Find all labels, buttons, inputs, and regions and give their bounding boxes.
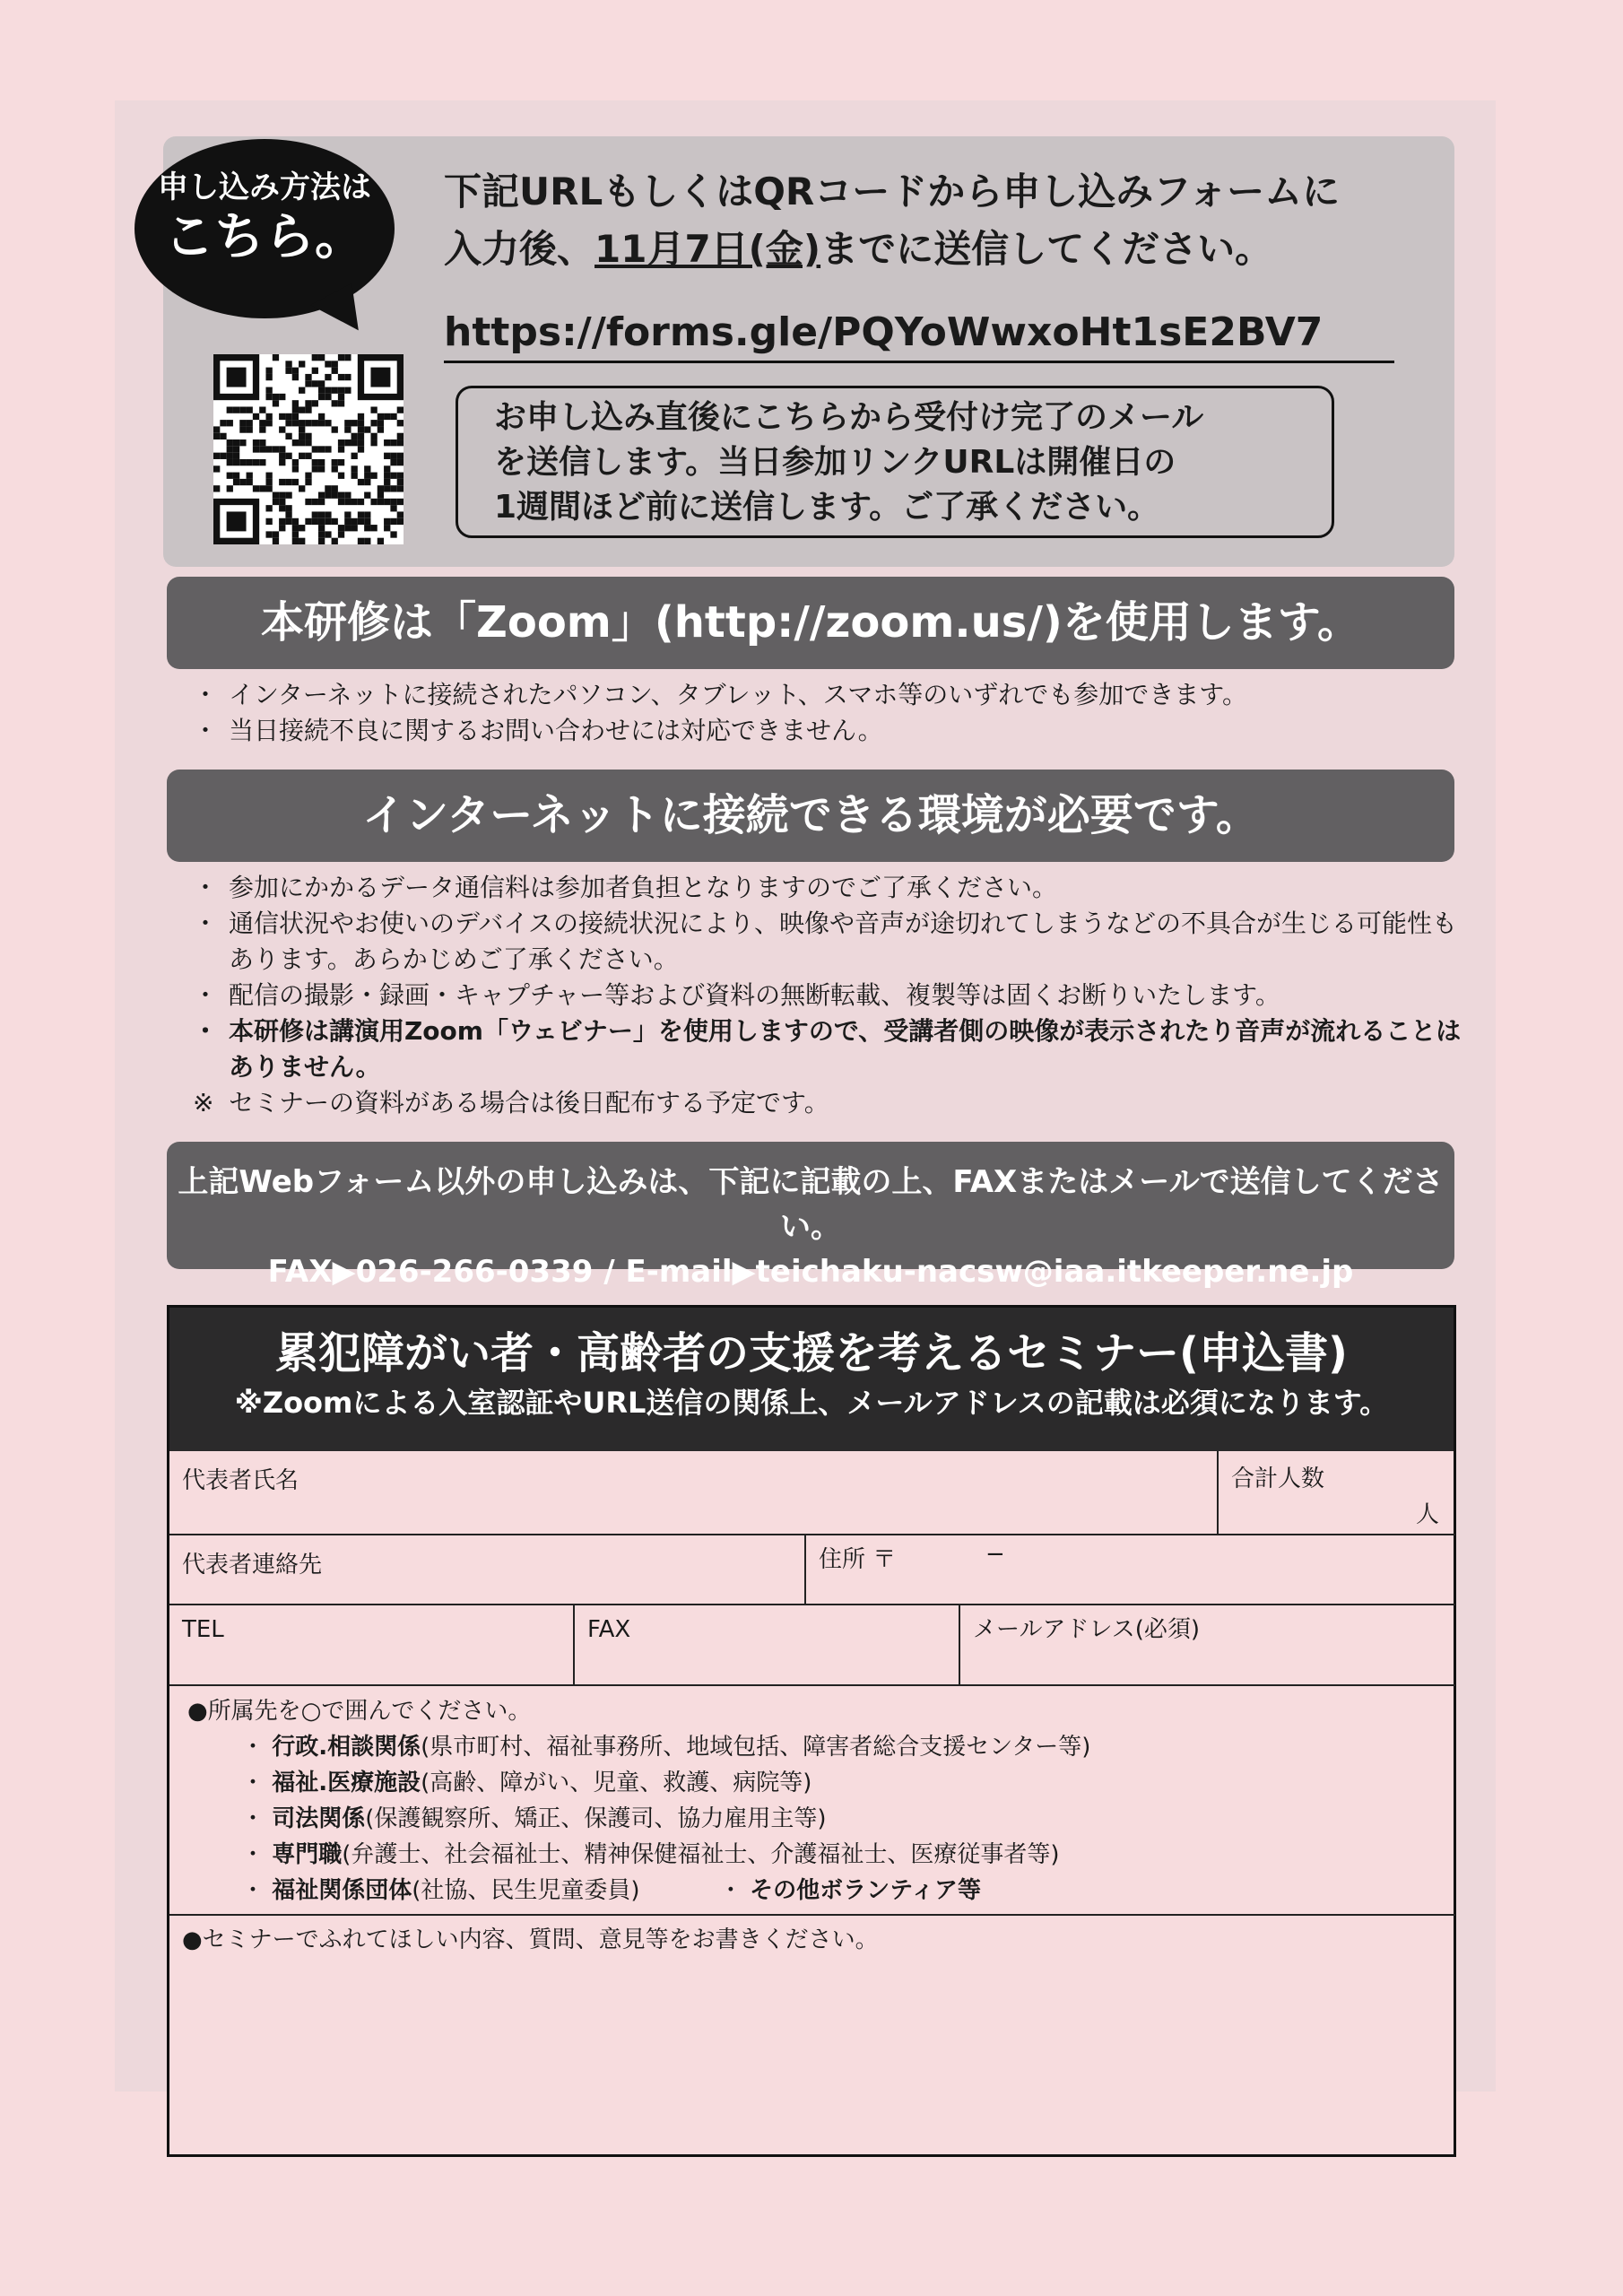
affiliation-prompt: ●所属先を○で囲んでください。	[187, 1698, 532, 1725]
intro-line2-pre: 入力後、	[444, 227, 595, 271]
qr-code-graphic	[213, 354, 404, 544]
zoom-bullets	[193, 677, 1466, 749]
bubble-line2: こちら。	[164, 208, 365, 266]
option-name: その他ボランティア等	[750, 1877, 982, 1904]
list-item: ・ 当日接続不良に関するお問い合わせには対応できません。	[193, 716, 883, 745]
bubble-line1: 申し込み方法は	[158, 170, 371, 205]
how-to-apply-bubble	[135, 139, 395, 318]
fax-label: FAX	[587, 1616, 631, 1643]
list-item: ・ 通信状況やお使いのデバイスの接続状況により、映像や音声が途切れてしまうなどの不具合が生じる可能性もあります。あらかじめご了承ください。	[193, 909, 1458, 974]
divider	[169, 1684, 1455, 1686]
note-line1: お申し込み直後にこちらから受付け完了のメール	[494, 399, 1204, 436]
option-name: 行政.相談関係	[272, 1734, 421, 1761]
form-header	[169, 1308, 1454, 1451]
intro-line1: 下記URLもしくはQRコードから申し込みフォームに	[444, 170, 1341, 213]
note-text: セミナーの資料がある場合は後日配布する予定です。	[229, 1088, 829, 1118]
form-url-link[interactable]: https://forms.gle/PQYoWwxoHt1sE2BV7	[444, 309, 1394, 363]
list-item: ・ 配信の撮影・録画・キャプチャー等および資料の無断転載、複製等は固くお断りいたします。	[193, 980, 1280, 1010]
affiliation-option-other[interactable]: ・ その他ボランティア等	[718, 1877, 982, 1904]
total-label: 合計人数	[1231, 1465, 1325, 1492]
option-name: 司法関係	[272, 1805, 366, 1832]
apply-instructions	[444, 163, 1448, 278]
list-item: ・ 本研修は講演用Zoom「ウェビナー」を使用しますので、受講者側の映像が表示されたり音声が流れることはありません。	[193, 1016, 1462, 1082]
tel-label: TEL	[182, 1616, 224, 1643]
affiliation-option[interactable]: ・ 福祉.医療施設(高齢、障がい、児童、救護、病院等)	[241, 1770, 812, 1796]
address-label: 住所 〒	[819, 1546, 897, 1573]
bullet-text: 配信の撮影・録画・キャプチャー等および資料の無断転載、複製等は固くお断りいたします。	[229, 980, 1280, 1010]
comments-field[interactable]	[169, 1916, 1455, 2154]
confirmation-note	[456, 386, 1334, 538]
note-mark: ※	[193, 1088, 214, 1118]
email-label: メールアドレス(必須)	[973, 1616, 1200, 1643]
option-name: 福祉.医療施設	[272, 1770, 421, 1796]
application-form	[167, 1305, 1456, 2157]
note-line2: を送信します。当日参加リンクURLは開催日の	[494, 444, 1176, 481]
affiliation-option[interactable]: ・ 福祉関係団体(社協、民生児童委員)	[241, 1877, 640, 1904]
form-subtitle: ※Zoomによる入室認証やURL送信の関係上、メールアドレスの記載は必須になります。	[234, 1386, 1389, 1420]
note-line3: 1週間ほど前に送信します。ご了承ください。	[494, 489, 1160, 526]
list-item: ・ 参加にかかるデータ通信料は参加者負担となりますのでご了承ください。	[193, 873, 1058, 902]
rep-name-field[interactable]	[169, 1451, 1217, 1534]
tel-field[interactable]	[169, 1604, 573, 1684]
internet-bullets	[193, 870, 1466, 1121]
option-name: 専門職	[272, 1841, 343, 1868]
zoom-heading: 本研修は「Zoom」(http://zoom.us/)を使用します。	[167, 577, 1454, 669]
alternative-apply-box	[167, 1142, 1454, 1290]
alt-apply-line2[interactable]: FAX▶026-266-0339 / E-mail▶teichaku-nacsw@iaa.itkeeper.ne.jp	[267, 1254, 1354, 1290]
option-detail: (高齢、障がい、児童、救護、病院等)	[421, 1770, 812, 1796]
intro-line2	[444, 221, 1448, 278]
option-detail: (保護観察所、矯正、保護司、協力雇用主等)	[365, 1805, 827, 1832]
address-field[interactable]	[806, 1534, 1455, 1604]
bullet-text: 通信状況やお使いのデバイスの接続状況により、映像や音声が途切れてしまうなどの不具合が生じる可能性もあります。あらかじめご了承ください。	[229, 909, 1458, 974]
affiliation-option[interactable]: ・ 司法関係(保護観察所、矯正、保護司、協力雇用主等)	[241, 1805, 827, 1832]
total-count-field[interactable]	[1219, 1451, 1455, 1534]
alt-apply-line1: 上記Webフォーム以外の申し込みは、下記に記載の上、FAXまたはメールで送信してください。	[178, 1164, 1444, 1245]
list-item: ・ インターネットに接続されたパソコン、タブレット、スマホ等のいずれでも参加できます。	[193, 680, 1247, 709]
rep-name-label: 代表者氏名	[182, 1467, 299, 1494]
rep-contact-label: 代表者連絡先	[182, 1552, 323, 1578]
deadline-date: 11月7日(金)	[595, 227, 821, 271]
intro-line2-post: までに送信してください。	[820, 227, 1273, 271]
affiliation-option-row	[187, 1873, 1434, 1909]
affiliation-section	[187, 1693, 1434, 1909]
bullet-text: 当日接続不良に関するお問い合わせには対応できません。	[229, 716, 883, 745]
option-detail: (弁護士、社会福祉士、精神保健福祉士、介護福祉士、医療従事者等)	[342, 1841, 1060, 1868]
internet-heading: インターネットに接続できる環境が必要です。	[167, 770, 1454, 862]
comments-label: ●セミナーでふれてほしい内容、質問、意見等をお書きください。	[182, 1926, 879, 1953]
bullet-text: インターネットに接続されたパソコン、タブレット、スマホ等のいずれでも参加できます。	[229, 680, 1247, 709]
bullet-text: 参加にかかるデータ通信料は参加者負担となりますのでご了承ください。	[229, 873, 1058, 902]
form-title: 累犯障がい者・高齢者の支援を考えるセミナー(申込書)	[275, 1328, 1348, 1378]
person-unit: 人	[1415, 1501, 1439, 1528]
affiliation-option[interactable]: ・ 専門職(弁護士、社会福祉士、精神保健福祉士、介護福祉士、医療従事者等)	[241, 1841, 1060, 1868]
rep-contact-field[interactable]	[169, 1534, 804, 1604]
option-detail: (県市町村、福祉事務所、地域包括、障害者総合支援センター等)	[421, 1734, 1091, 1761]
email-field[interactable]	[960, 1604, 1455, 1684]
bullet-text: 本研修は講演用Zoom「ウェビナー」を使用しますので、受講者側の映像が表示されたり音声が流れることはありません。	[229, 1016, 1462, 1082]
option-name: 福祉関係団体	[272, 1877, 412, 1904]
qr-code[interactable]	[213, 354, 404, 544]
fax-field[interactable]	[575, 1604, 959, 1684]
option-detail: (社協、民生児童委員)	[412, 1877, 640, 1904]
affiliation-option[interactable]: ・ 行政.相談関係(県市町村、福祉事務所、地域包括、障害者総合支援センター等)	[241, 1734, 1091, 1761]
note-item	[193, 1085, 1466, 1121]
postal-dash: −	[985, 1541, 1005, 1568]
